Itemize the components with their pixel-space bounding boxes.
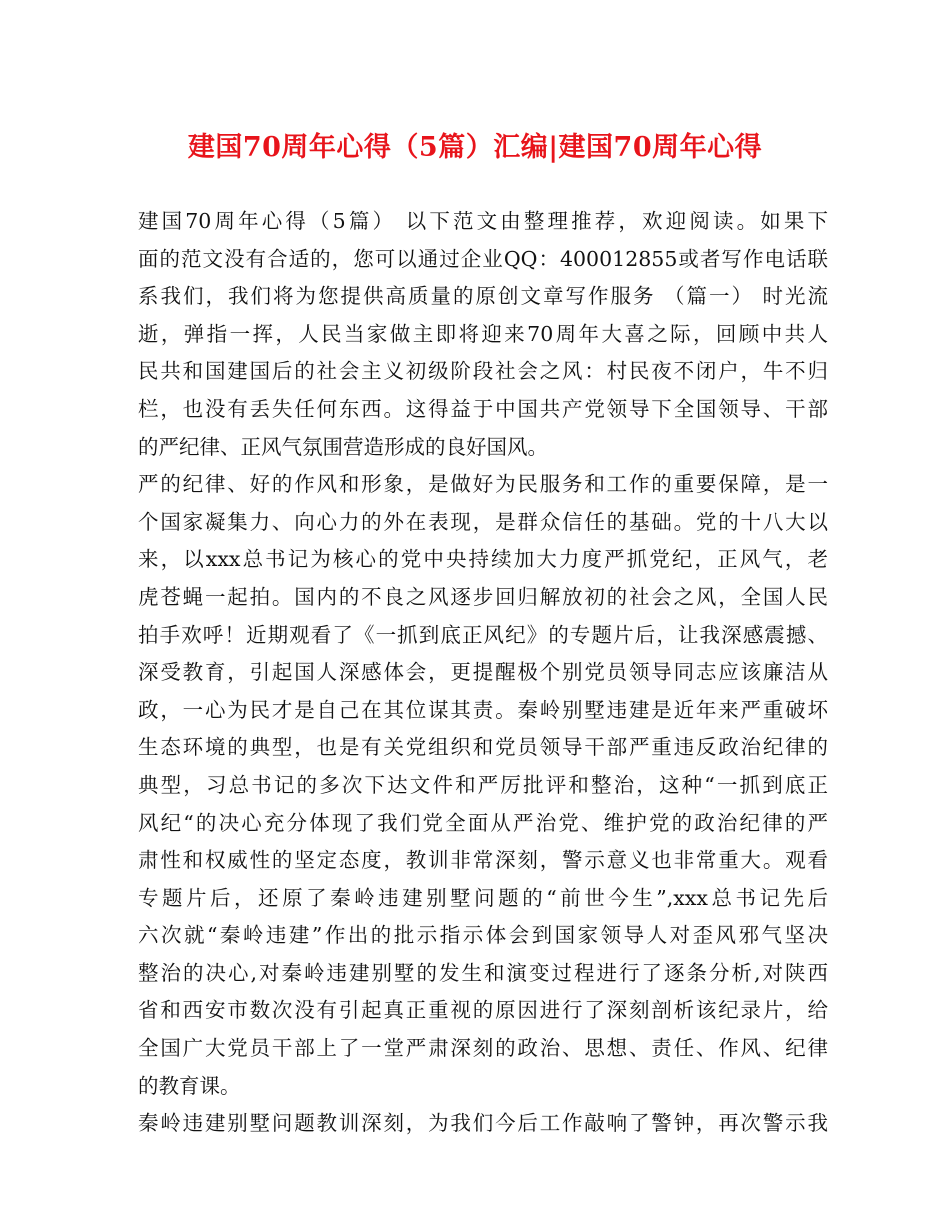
body-line-14: 政，一心为民才是自己在其位谋其责。秦岭别墅违建是近年来严重破坏 bbox=[138, 697, 828, 722]
body-line-8: 严的纪律、好的作风和形象，是做好为民服务和工作的重要保障，是一 bbox=[138, 472, 828, 497]
body-line-6: 栏，也没有丢失任何东西。这得益于中国共产党领导下全国领导、干部 bbox=[138, 396, 828, 421]
body-line-15: 生态环境的典型，也是有关党组织和党员领导干部严重违反政治纪律的 bbox=[138, 735, 828, 760]
body-line-17: 风纪“的决心充分体现了我们党全面从严治党、维护党的政治纪律的严 bbox=[138, 810, 828, 835]
body-line-23: 全国广大党员干部上了一堂严肃深刻的政治、思想、责任、作风、纪律 bbox=[138, 1036, 828, 1061]
body-line-18: 肃性和权威性的坚定态度，教训非常深刻，警示意义也非常重大。观看 bbox=[138, 848, 828, 873]
body-line-3: 系我们，我们将为您提供高质量的原创文章写作服务 （篇一） 时光流 bbox=[138, 284, 828, 309]
body-line-9: 个国家凝集力、向心力的外在表现，是群众信任的基础。党的十八大以 bbox=[138, 509, 828, 534]
body-line-4: 逝，弹指一挥，人民当家做主即将迎来70周年大喜之际，回顾中共人 bbox=[138, 321, 828, 346]
body-line-20: 六次就“秦岭违建”作出的批示指示体会到国家领导人对歪风邪气坚决 bbox=[138, 923, 828, 948]
body-line-11: 虎苍蝇一起拍。国内的不良之风逐步回归解放初的社会之风，全国人民 bbox=[138, 584, 828, 609]
body-line-2: 面的范文没有合适的，您可以通过企业QQ：400012855或者写作电话联 bbox=[138, 246, 828, 271]
body-line-21: 整治的决心,对秦岭违建别墅的发生和演变过程进行了逐条分析,对陕西 bbox=[138, 960, 828, 985]
body-line-25: 秦岭违建别墅问题教训深刻，为我们今后工作敲响了警钟，再次警示我 bbox=[138, 1111, 828, 1136]
body-line-10: 来，以xxx总书记为核心的党中央持续加大力度严抓党纪，正风气，老 bbox=[138, 547, 828, 572]
body-line-19: 专题片后，还原了秦岭违建别墅问题的“前世今生”,xxx总书记先后 bbox=[138, 885, 828, 910]
body-line-22: 省和西安市数次没有引起真正重视的原因进行了深刻剖析该纪录片，给 bbox=[138, 998, 828, 1023]
document-title: 建国70周年心得（5篇）汇编|建国70周年心得 bbox=[187, 132, 763, 163]
body-line-24: 的教育课。 bbox=[138, 1073, 241, 1098]
document-body bbox=[138, 203, 828, 1143]
body-line-16: 典型，习总书记的多次下达文件和严厉批评和整治，这种“一抓到底正 bbox=[138, 772, 828, 797]
body-line-13: 深受教育，引起国人深感体会，更提醒极个别党员领导同志应该廉洁从 bbox=[138, 660, 828, 685]
body-line-12: 拍手欢呼！近期观看了《一抓到底正风纪》的专题片后，让我深感震撼、 bbox=[138, 622, 828, 647]
body-line-7: 的严纪律、正风气氛围营造形成的良好国风。 bbox=[138, 434, 548, 459]
body-line-1: 建国70周年心得（5篇） 以下范文由整理推荐，欢迎阅读。如果下 bbox=[138, 209, 828, 233]
body-line-5: 民共和国建国后的社会主义初级阶段社会之风：村民夜不闭户，牛不归 bbox=[138, 359, 828, 384]
